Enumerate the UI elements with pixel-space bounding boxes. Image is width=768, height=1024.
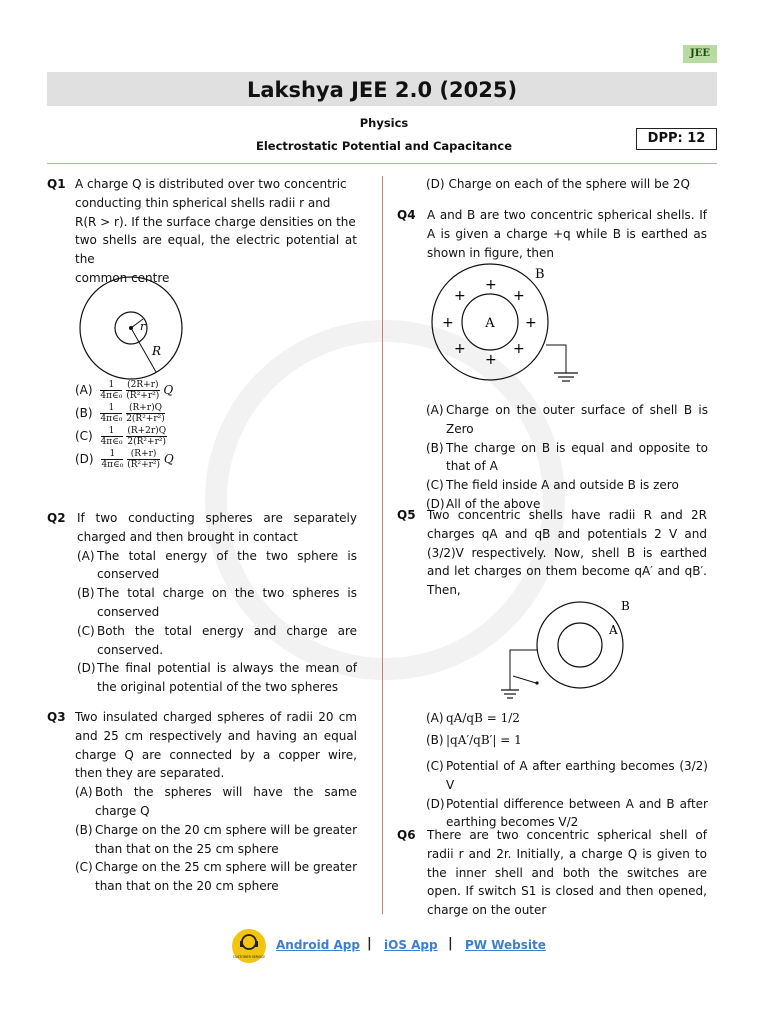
ios-app-link[interactable]: iOS App bbox=[384, 938, 438, 952]
option-c[interactable]: (C) $\frac{1}{\text{4π∈₀}}$ $\frac{(R+2r)Q}{\text{2(R²+r²)}}$ bbox=[75, 426, 167, 447]
svg-text:+: + bbox=[525, 315, 537, 331]
question-5 bbox=[397, 506, 707, 600]
svg-text:A: A bbox=[609, 623, 618, 637]
option-c[interactable]: (C) Both the total energy and charge are conserved. bbox=[77, 623, 357, 657]
option-c[interactable]: (C) Potential of A after earthing becomes (3/2) V bbox=[426, 759, 708, 792]
svg-text:+: + bbox=[454, 288, 466, 304]
dpp-number: DPP: 12 bbox=[636, 128, 717, 150]
option-d[interactable]: (D) The final potential is always the mean of the original potential of the two spheres bbox=[77, 661, 357, 695]
question-text: A charge Q is distributed over two concentric conducting thin spherical shells radii r and R(R > r). If the surface charge densities on the two shells are equal, the electric potential at the common centre bbox=[75, 177, 357, 285]
shells-earthed-figure bbox=[428, 263, 588, 393]
option-d[interactable]: (D) Potential difference between A and B after earthing becomes V/2 bbox=[426, 796, 708, 830]
concentric-shells-figure bbox=[78, 276, 188, 384]
question-3 bbox=[47, 708, 357, 896]
svg-text:+: + bbox=[513, 341, 525, 357]
option-c[interactable]: (C) Charge on the 25 cm sphere will be greater than that on the 20 cm sphere bbox=[75, 860, 357, 894]
question-1 bbox=[47, 175, 357, 288]
option-b[interactable]: (B) The charge on B is equal and opposite to that of A bbox=[426, 440, 708, 474]
option-d[interactable]: (D) $\frac{1}{\text{4π∈₀}}$ $\frac{(R+r)}{\text{(R²+r²)}}$ Q bbox=[75, 449, 174, 470]
q3-option-d[interactable]: (D) Charge on each of the sphere will be 2Q bbox=[426, 177, 690, 191]
question-number: Q5 bbox=[397, 508, 416, 522]
customer-service-logo bbox=[231, 928, 267, 964]
option-b[interactable]: (B) Charge on the 20 cm sphere will be greater than that on the 25 cm sphere bbox=[75, 822, 357, 856]
column-divider bbox=[382, 176, 383, 914]
android-app-link[interactable]: Android App bbox=[276, 938, 360, 952]
page-title: Lakshya JEE 2.0 (2025) bbox=[47, 72, 717, 106]
header-divider bbox=[47, 163, 717, 164]
question-2 bbox=[47, 509, 357, 697]
question-text: Two insulated charged spheres of radii 20 cm and 25 cm respectively and having an equal charge Q are connected by a copper wire, then they are separated. bbox=[75, 710, 357, 781]
question-4 bbox=[397, 206, 707, 262]
pw-website-link[interactable]: PW Website bbox=[465, 938, 546, 952]
option-b[interactable]: (B) $\frac{1}{\text{4π∈₀}}$ $\frac{(R+r)Q}{\text{2(R²+r²)}}$ bbox=[75, 403, 165, 424]
svg-text:B: B bbox=[621, 599, 630, 613]
svg-text:B: B bbox=[535, 267, 545, 282]
svg-text:r: r bbox=[140, 320, 146, 333]
option-a[interactable]: (A) Both the spheres will have the same charge Q bbox=[75, 785, 357, 818]
footer-separator: | bbox=[367, 936, 372, 951]
footer-separator: | bbox=[448, 936, 453, 951]
question-text: Two concentric shells have radii R and 2R charges qA and qB and potentials 2 V and (3/2)V respectively. Now, shell B is earthed and let charges on them become qA′ and qB′. Then, bbox=[427, 508, 707, 598]
option-a[interactable]: (A) Charge on the outer surface of shell B is Zero bbox=[426, 403, 708, 436]
shells-switch-figure bbox=[500, 598, 640, 708]
chapter-heading: Electrostatic Potential and Capacitance bbox=[256, 139, 512, 153]
jee-badge: JEE bbox=[683, 45, 717, 63]
svg-text:CUSTOMER SERVICE: CUSTOMER SERVICE bbox=[232, 955, 266, 959]
option-a[interactable]: (A) The total energy of the two sphere is conserved bbox=[77, 548, 357, 582]
q4-options bbox=[426, 401, 708, 514]
svg-text:A: A bbox=[485, 316, 495, 331]
svg-text:+: + bbox=[513, 288, 525, 304]
svg-text:+: + bbox=[454, 341, 466, 357]
question-6 bbox=[397, 826, 707, 920]
question-text: There are two concentric spherical shell of radii r and 2r. Initially, a charge Q is given to the inner shell and both the switches are open. If switch S1 is closed and then opened, charge on the outer bbox=[427, 828, 707, 918]
option-d[interactable]: (D) All of the above bbox=[426, 496, 541, 511]
question-number: Q2 bbox=[47, 511, 66, 525]
option-a[interactable]: (A) qA/qB = 1/2 bbox=[426, 711, 520, 725]
option-b[interactable]: (B) The total charge on the two spheres is conserved bbox=[77, 586, 357, 619]
option-a[interactable]: (A) $\frac{1}{\text{4π∈₀}}$ $\frac{(2R+r)}{\text{(R²+r²)}}$ Q bbox=[75, 380, 174, 401]
question-number: Q3 bbox=[47, 710, 66, 724]
svg-text:+: + bbox=[442, 315, 454, 331]
footer bbox=[0, 928, 768, 964]
question-number: Q1 bbox=[47, 177, 66, 191]
question-number: Q4 bbox=[397, 208, 416, 222]
question-text: A and B are two concentric spherical shells. If A is given a charge +q while B is earthed as shown in figure, then bbox=[427, 208, 707, 260]
svg-text:+: + bbox=[485, 352, 497, 368]
option-c[interactable]: (C) The field inside A and outside B is zero bbox=[426, 478, 679, 493]
subject-heading: Physics bbox=[359, 116, 409, 130]
option-b[interactable]: (B) |qA′/qB′| = 1 bbox=[426, 733, 522, 747]
svg-text:R: R bbox=[152, 344, 162, 358]
question-number: Q6 bbox=[397, 828, 416, 842]
svg-text:+: + bbox=[485, 277, 497, 293]
question-text: If two conducting spheres are separately charged and then brought in contact bbox=[77, 511, 357, 544]
q5-options bbox=[426, 709, 708, 832]
q1-options bbox=[75, 380, 174, 472]
